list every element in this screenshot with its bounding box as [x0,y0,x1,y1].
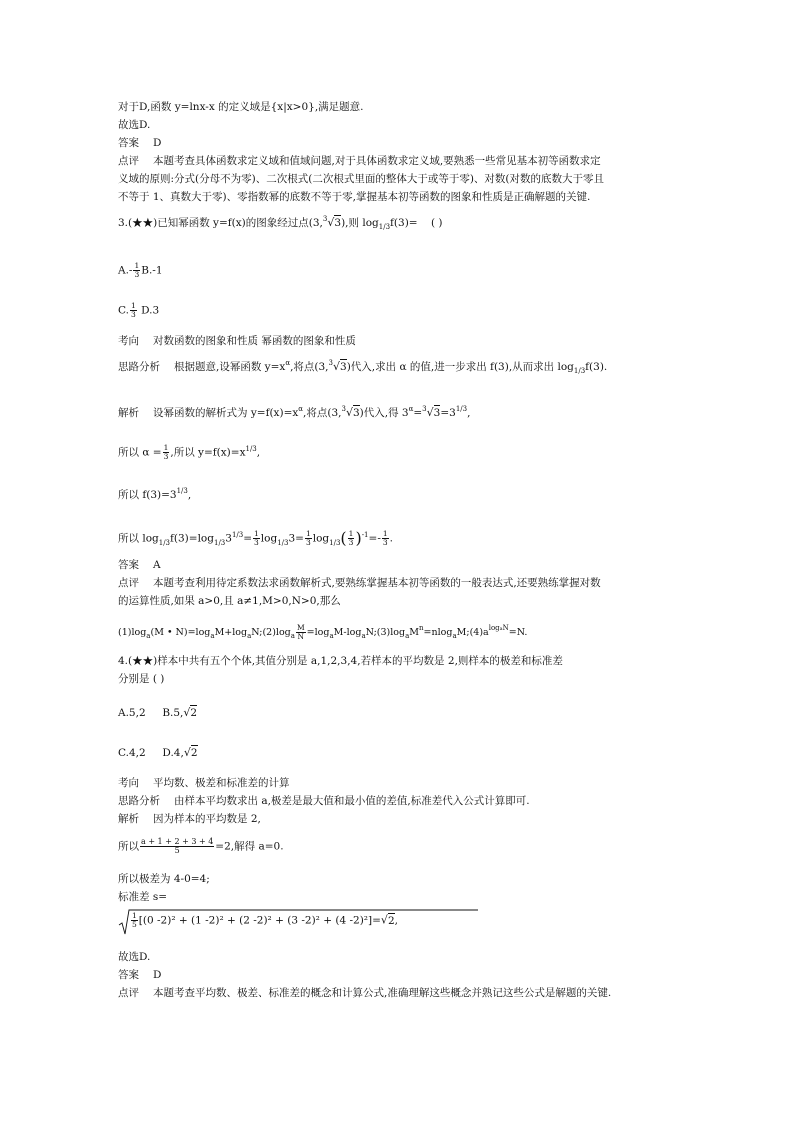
log-base: 1/3 [329,538,341,547]
answer-value: A [153,559,161,571]
q3-option-a-label: A.- [118,264,133,277]
root-radicand: 3 [340,361,347,373]
topic-label: 考向 [118,777,139,789]
sol-text: log [312,532,330,545]
frac-den: 3 [382,538,388,547]
mean-fraction [140,838,214,855]
sol-text: , [467,407,471,419]
idea-label: 思路分析 [118,795,160,807]
frac-den: 5 [174,846,180,855]
sol-text: = [243,532,253,545]
rule-text: (1)log [118,627,147,638]
sol-text: , [187,489,192,501]
topic-label: 考向 [118,335,139,347]
sol-text: 所以 log [118,532,159,545]
q4-solution-2 [118,838,284,855]
sol-text: 设幂函数的解析式为 y=f(x)=x [153,407,299,419]
q4-options-ab [118,706,197,720]
log-base: 1/3 [158,538,171,547]
log-base: 1/3 [213,538,226,547]
frac-den: 3 [305,538,311,547]
sol-text: =- [368,532,381,545]
q3-root-index: 3 [322,215,328,223]
radical-icon: √ [183,746,191,759]
comment-label: 点评 [118,987,139,999]
sol-text: 所以 α = [118,446,162,459]
q4-solution-1 [118,812,261,826]
frac-num: 1 [132,911,137,920]
frac-num: 1 [305,529,311,538]
q3-options-cd [118,302,159,319]
left-paren-icon: ( [340,528,347,548]
right-paren-icon: ) [355,528,362,548]
root-index: 3 [341,405,346,413]
radical-icon: √ [345,406,353,419]
frac-num: 1 [134,261,140,270]
prev-comment-line-3: 不等于 1、真数大于零)、零指数幂的底数不等于零,掌握基本初等函数的图象和性质是正确解题的关键. [118,191,591,203]
q4-stem-line-2: 分别是 ( ) [118,673,165,685]
idea-text-c: )代入,求出 α 的值,进一步求出 f(3),从而求出 log [346,361,574,373]
q3-root-radicand: 3 [334,217,342,229]
rule-text: M [409,627,420,638]
rule-text: N [502,624,509,632]
q4-solution-3: 所以极差为 4-0=4; [118,873,210,885]
q3-stem-text-a: 3.(★★)已知幂函数 y=f(x)的图象经过点(3, [118,217,323,229]
frac-num: a + 1 + 2 + 3 + 4 [141,837,214,846]
rule-text: =log [306,627,330,638]
sol-text: = [413,407,423,419]
sol-text: 3 [225,532,232,545]
idea-text-d: f(3). [585,361,608,373]
rule-text: M+log [214,627,248,638]
std-equals: = [372,914,381,927]
prev-line-2: 故选D. [118,119,151,131]
q3-comment-line-2: 的运算性质,如果 a>0,且 a≠1,M>0,N>0,那么 [118,595,341,607]
rule-text: =nlog [423,627,453,638]
q4-options-cd [118,746,198,760]
frac-num: 1 [348,529,354,538]
q3-option-d: D.3 [141,304,160,317]
radical-icon: √ [380,913,388,927]
q4-option-c: C.4,2 [118,747,146,759]
q3-stem-text-b: ),则 log [341,217,379,229]
sol-text: f(3)=log [170,532,214,545]
log-base: 1/3 [277,538,289,547]
q3-topic [118,334,356,348]
exponent-log: logaN [488,624,509,632]
frac-den: 3 [254,538,259,547]
q4-stem-line-1: 4.(★★)样本中共有五个个体,其值分别是 a,1,2,3,4,若样本的平均数是 2,则样本的极差和标准差 [118,655,563,667]
answer-value: D [153,137,162,149]
frac-den: 5 [132,920,137,929]
q3-options-ab [118,262,163,279]
q4-option-a: A.5,2 [118,707,146,719]
root-radicand: 3 [433,407,441,419]
one-third-fraction [382,530,389,547]
idea-text-a: 根据题意,设幂函数 y=x [174,361,286,373]
q3-option-b: B.-1 [141,264,163,277]
comment-text: 本题考查利用待定系数法求函数解析式,要熟练掌握基本初等函数的一般表达式,还要熟练掌握对数 [153,577,601,589]
q4-option-d-radicand: 2 [190,747,198,759]
q4-solution-4: 标准差 s= [118,891,168,903]
root-radicand: 3 [352,407,360,419]
sol-text: =2,解得 a=0. [215,840,284,853]
prev-answer-line [118,136,161,150]
q4-comment [118,986,611,1000]
sol-text: , [256,446,261,459]
rule-text: M;(4)a [456,627,489,638]
sol-text: ,将点(3, [303,407,342,419]
one-third-fraction [253,530,260,547]
comment-label: 点评 [118,577,139,589]
rule-text: N;(2)log [251,627,291,638]
comment-text: 本题考查平均数、极差、标准差的概念和计算公式,准确理解这些概念并熟记这些公式是解题的关键. [153,987,612,999]
exponent-fraction: 1/3 [231,530,244,539]
alpha-exponent: α [285,359,291,367]
q4-idea [118,794,530,808]
alpha-exponent: α [298,405,304,413]
prev-comment-line-1 [118,154,601,168]
frac-num: 1 [131,301,136,310]
log-base: 1/3 [573,367,586,375]
q4-option-b: B.5, [162,707,184,719]
sol-text: . [389,532,393,545]
frac-den: 3 [134,270,140,279]
alpha-fraction [163,444,170,461]
answer-label: 答案 [118,969,139,981]
radical-icon: √ [183,706,191,719]
radical-icon: √ [426,406,434,419]
q4-topic [118,776,290,790]
exponent-fraction: 1/3 [245,444,257,453]
rule-text: log [488,624,500,632]
idea-text-b: ,将点(3, [290,361,329,373]
q3-solution-1 [118,406,470,421]
topic-text: 平均数、极差和标准差的计算 [153,777,290,789]
alpha-exponent: α [408,405,414,413]
exponent-n: n [419,624,424,632]
std-result-radicand: 2 [387,914,395,927]
q3-solution-4 [118,530,393,547]
exponent-fraction: 1/3 [176,487,188,495]
q3-idea [118,360,607,375]
sol-text: =3 [440,407,456,419]
std-end: , [394,914,398,927]
answer-value: D [153,969,162,981]
q4-final: 故选D. [118,951,151,963]
q4-option-d: D.4, [162,747,184,759]
root-index: 3 [422,405,427,413]
q3-solution-2 [118,444,260,461]
sol-text: log [260,532,278,545]
rule-text: (M • N)=log [150,627,211,638]
solution-label: 解析 [118,407,139,419]
q4-answer-line [118,968,161,982]
radical-icon: √ [327,216,335,229]
m-over-n-fraction [296,624,306,641]
q3-comment-line-1 [118,576,601,590]
rule-text: M-log [333,627,362,638]
q3-solution-3 [118,488,191,503]
exponent-fraction: 1/3 [455,405,468,413]
frac-num: 1 [382,529,388,538]
sol-text: 因为样本的平均数是 2, [153,813,261,825]
answer-label: 答案 [118,137,139,149]
q4-option-b-radicand: 2 [190,707,198,719]
topic-text: 对数函数的图象和性质 幂函数的图象和性质 [153,335,356,347]
frac-den: 3 [131,310,136,319]
one-fifth-fraction [131,912,138,929]
std-expression-text: [(0 -2)² + (1 -2)² + (2 -2)² + (3 -2)² + (4 -2)²] [138,914,373,927]
q3-answer-line [118,558,161,572]
q3-option-c-fraction [130,302,137,319]
frac-num: M [296,623,305,632]
q3-answer-blank: ( ) [430,217,443,229]
prev-line-1: 对于D,函数 y=lnx-x 的定义域是{x|x>0},满足题意. [118,101,364,113]
rule-text: =N. [508,627,528,638]
q3-log-base: 1/3 [378,223,391,231]
sol-text: 所以 f(3)=3 [118,489,177,501]
sol-text: 3= [288,532,304,545]
idea-text: 由样本平均数求出 a,极差是最大值和最小值的差值,标准差代入公式计算即可. [174,795,530,807]
one-third-fraction [348,530,355,547]
frac-den: 3 [163,452,169,461]
q3-stem [118,216,442,231]
frac-num: 1 [254,529,259,538]
std-expression [130,912,398,929]
radical-icon: √ [332,360,340,373]
q3-option-a-fraction [133,262,140,279]
comment-text: 本题考查具体函数求定义域和值域问题,对于具体函数求定义域,要熟悉一些常见基本初等函数求定 [153,155,601,167]
q3-option-c-label: C. [118,304,129,317]
q3-log-rules: $(1)\log_a(M$ • $N)=\log_aM+\log_aN;(2)\log_a$ $\frac{M}{N}$ $=\log_aM-\log_aN;(3)\log_aM^n=nlog_aM;(4)a^{logaN}=N$. [118,623,528,641]
root-index: 3 [328,359,333,367]
comment-label: 点评 [118,155,139,167]
frac-den: 3 [348,538,354,547]
sol-text: 所以 [118,840,139,853]
solution-label: 解析 [118,813,139,825]
rule-text: N;(3)log [365,627,406,638]
frac-num: 1 [163,443,169,452]
sol-text: )代入,得 3 [359,407,409,419]
sol-text: ,所以 y=f(x)=x [170,446,246,459]
prev-comment-line-2: 义域的原则:分式(分母不为零)、二次根式(二次根式里面的整体大于或等于零)、对数(对数的底数大于零且 [118,173,605,185]
one-third-fraction [305,530,312,547]
exponent-minus-one: -1 [361,530,369,539]
q3-stem-text-c: f(3)= [390,217,418,229]
idea-label: 思路分析 [118,361,160,373]
answer-label: 答案 [118,559,139,571]
frac-den: N [297,632,305,641]
